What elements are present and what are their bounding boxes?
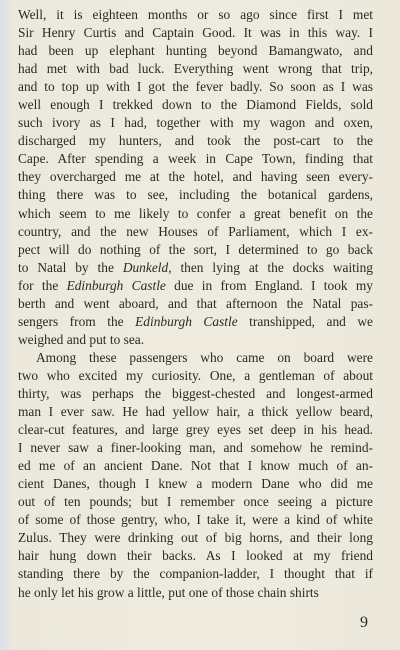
text-line: country, and the new Houses of Parliament, which I ex-	[18, 223, 373, 239]
text-line: pect will do nothing of the sort, I determined to go back	[18, 241, 373, 257]
text-line: standing there by the companion-ladder, I thought that if	[18, 566, 373, 582]
text-line: hair hung down their backs. As I looked at my friend	[18, 548, 373, 564]
text-line: had met with bad luck. Everything went wrong that trip,	[18, 61, 373, 77]
text-line: of some of those gentry, who, I take it, were a kind of white	[18, 512, 373, 528]
paragraph-1	[18, 6, 373, 349]
text-line	[18, 277, 373, 295]
text-line: clear-cut features, and large grey eyes set deep in his head.	[18, 422, 373, 438]
text-line: which seem to me likely to confer a great benefit on the	[18, 205, 373, 221]
italic-title: Edinburgh Castle	[135, 313, 238, 329]
text-line: weighed and put to sea.	[18, 331, 145, 347]
text-segment: due in from England. I took my	[165, 277, 374, 293]
italic-title: Dunkeld	[122, 259, 169, 275]
page-number: 9	[360, 614, 368, 631]
text-segment: transhipped, and we	[237, 313, 373, 329]
text-line: well enough I trekked down to the Diamond Fields, sold	[18, 97, 373, 113]
text-line: cient Danes, though I knew a modern Dane who did me	[18, 476, 373, 492]
text-line: two who excited my curiosity. One, a gentleman of about	[18, 367, 373, 383]
text-line: berth and went aboard, and that afternoon the Natal pas-	[18, 295, 373, 311]
paragraph-2	[18, 349, 373, 602]
text-line: Among these passengers who came on board were	[36, 349, 373, 365]
text-line: out of ten pounds; but I remember once seeing a picture	[18, 494, 373, 510]
text-line: Sir Henry Curtis and Captain Good. It was in this way. I	[18, 25, 373, 41]
italic-title: Edinburgh Castle	[66, 277, 166, 293]
text-segment: to Natal by the	[18, 259, 123, 275]
text-line: thirty, was perhaps the biggest-chested and longest-armed	[18, 385, 373, 401]
text-line: thing there was to see, including the botanical gardens,	[18, 187, 373, 203]
text-line: such ivory as I had, together with my wagon and oxen,	[18, 115, 373, 131]
text-line: man I ever saw. He had yellow hair, a thick yellow beard,	[18, 404, 373, 420]
text-line: Cape. After spending a week in Cape Town, finding that	[18, 151, 373, 167]
text-line: Zulus. They were drinking out of big horns, and their long	[18, 530, 373, 546]
text-line: they overcharged me at the hotel, and having seen every-	[18, 169, 373, 185]
text-line: ed me of an ancient Dane. Not that I know much of an-	[18, 458, 373, 474]
text-segment: sengers from the	[18, 313, 136, 329]
text-line: he only let his grow a little, put one of those chain shirts	[18, 584, 319, 600]
body-text	[18, 6, 373, 602]
text-line: I never saw a finer-looking man, and somehow he remind-	[18, 440, 373, 456]
text-line	[18, 259, 373, 277]
text-segment: for the	[18, 277, 67, 293]
text-line: discharged my hunters, and took the post-cart to the	[18, 133, 373, 149]
text-line: Well, it is eighteen months or so ago since first I met	[18, 7, 373, 22]
text-segment: , then lying at the docks waiting	[168, 259, 373, 275]
text-line: and to top up with I got the fever badly. So soon as I was	[18, 79, 373, 95]
text-line	[18, 313, 373, 331]
text-line: had been up elephant hunting beyond Bamangwato, and	[18, 43, 373, 59]
